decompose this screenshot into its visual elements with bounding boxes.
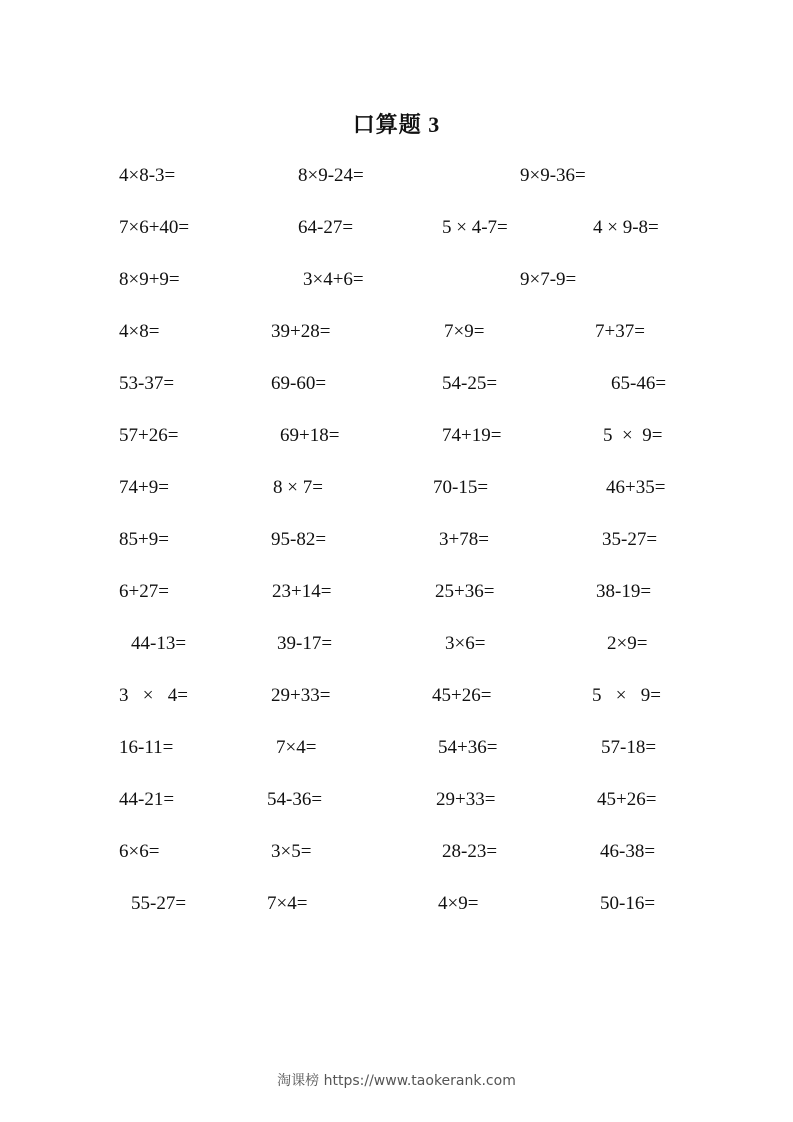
- problem-item: 3×4+6=: [303, 269, 364, 290]
- problem-item: 44-13=: [131, 633, 187, 654]
- problem-item: 4 × 9-8=: [593, 217, 659, 238]
- problem-item: 28-23=: [442, 841, 498, 862]
- problem-item: 3×6=: [445, 633, 486, 654]
- problem-item: 4×8=: [119, 321, 160, 342]
- problem-row: [0, 889, 793, 919]
- problem-item: 29+33=: [436, 789, 496, 810]
- problem-item: 46+35=: [606, 477, 666, 498]
- problem-row: [0, 577, 793, 607]
- problem-item: 5 × 9=: [603, 425, 663, 446]
- problem-item: 16-11=: [119, 737, 174, 758]
- problem-row: [0, 369, 793, 399]
- page-title: 口算题 3: [352, 112, 441, 137]
- problem-item: 57-18=: [601, 737, 657, 758]
- problem-item: 95-82=: [271, 529, 327, 550]
- problem-item: 39-17=: [277, 633, 333, 654]
- problem-item: 69+18=: [280, 425, 340, 446]
- problem-item: 6+27=: [119, 581, 169, 602]
- problem-row: [0, 265, 793, 295]
- problem-row: [0, 213, 793, 243]
- problem-item: 46-38=: [600, 841, 656, 862]
- problem-item: 54-36=: [267, 789, 323, 810]
- problem-item: 3+78=: [439, 529, 489, 550]
- problem-item: 74+19=: [442, 425, 502, 446]
- problem-item: 65-46=: [611, 373, 667, 394]
- problem-row: [0, 629, 793, 659]
- problem-item: 70-15=: [433, 477, 489, 498]
- problem-item: 4×9=: [438, 893, 479, 914]
- problem-item: 54-25=: [442, 373, 498, 394]
- problem-item: 9×7-9=: [520, 269, 577, 290]
- problem-item: 7×4=: [276, 737, 317, 758]
- problem-item: 69-60=: [271, 373, 327, 394]
- problem-item: 35-27=: [602, 529, 658, 550]
- problem-row: [0, 837, 793, 867]
- problem-item: 45+26=: [597, 789, 657, 810]
- problem-item: 7×6+40=: [119, 217, 190, 238]
- problem-item: 23+14=: [272, 581, 332, 602]
- problem-row: [0, 161, 793, 191]
- problem-item: 85+9=: [119, 529, 169, 550]
- problem-item: 7+37=: [595, 321, 645, 342]
- problem-item: 7×9=: [444, 321, 485, 342]
- problem-item: 29+33=: [271, 685, 331, 706]
- problem-row: [0, 785, 793, 815]
- problem-item: 8×9+9=: [119, 269, 180, 290]
- problem-item: 44-21=: [119, 789, 175, 810]
- problem-item: 3 × 4=: [119, 685, 188, 706]
- problem-item: 54+36=: [438, 737, 498, 758]
- problem-item: 7×4=: [267, 893, 308, 914]
- problem-item: 50-16=: [600, 893, 656, 914]
- problem-row: [0, 473, 793, 503]
- problem-item: 6×6=: [119, 841, 160, 862]
- problem-item: 3×5=: [271, 841, 312, 862]
- problem-item: 5 × 4-7=: [442, 217, 508, 238]
- problem-item: 39+28=: [271, 321, 331, 342]
- problem-item: 9×9-36=: [520, 165, 586, 186]
- footer-watermark: 淘课榜 https://www.taokerank.com: [277, 1073, 516, 1089]
- problem-item: 4×8-3=: [119, 165, 176, 186]
- problem-item: 2×9=: [607, 633, 648, 654]
- problem-item: 55-27=: [131, 893, 187, 914]
- problem-item: 38-19=: [596, 581, 652, 602]
- problem-item: 74+9=: [119, 477, 169, 498]
- problem-row: [0, 525, 793, 555]
- problem-item: 5 × 9=: [592, 685, 661, 706]
- problem-item: 53-37=: [119, 373, 175, 394]
- problem-item: 45+26=: [432, 685, 492, 706]
- problem-item: 57+26=: [119, 425, 179, 446]
- problem-item: 25+36=: [435, 581, 495, 602]
- problem-item: 8 × 7=: [273, 477, 323, 498]
- problem-row: [0, 681, 793, 711]
- problem-item: 8×9-24=: [298, 165, 364, 186]
- problem-item: 64-27=: [298, 217, 354, 238]
- problem-row: [0, 317, 793, 347]
- problem-row: [0, 421, 793, 451]
- problem-row: [0, 733, 793, 763]
